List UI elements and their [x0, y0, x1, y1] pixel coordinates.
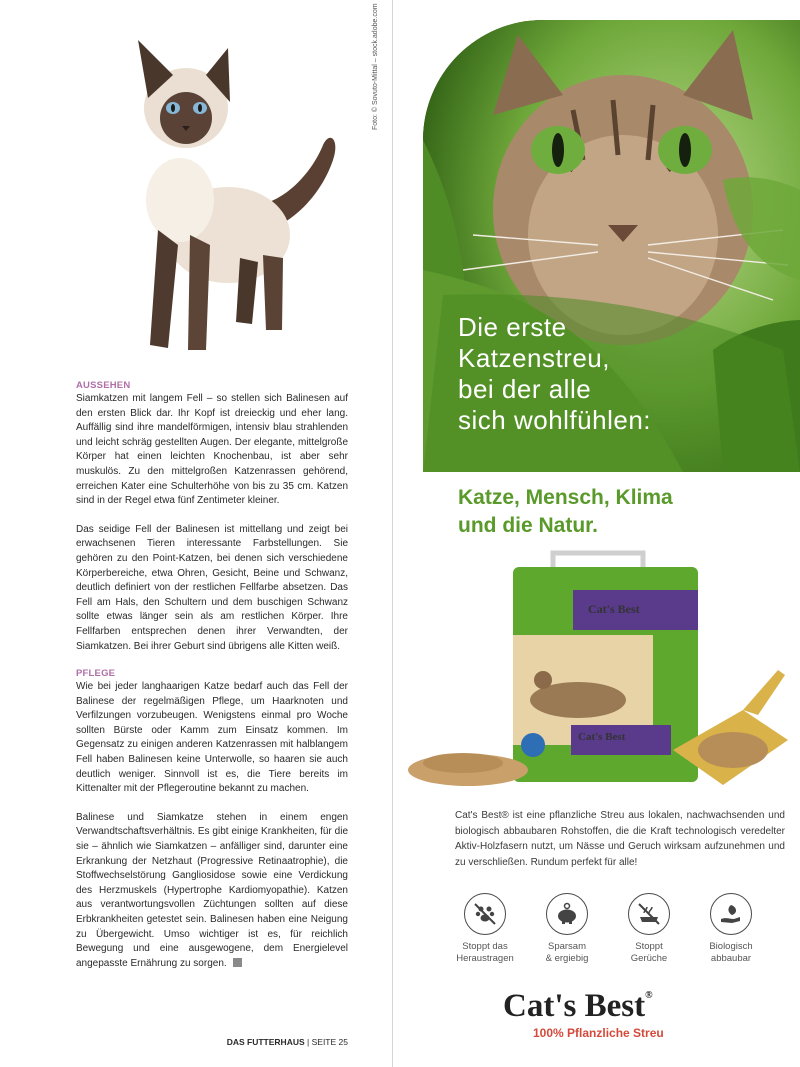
- section-heading-aussehen: AUSSEHEN: [76, 380, 131, 391]
- feature-label: [527, 941, 607, 965]
- product-visual: [403, 545, 800, 795]
- feature-stoppt-gerueche: [609, 893, 689, 965]
- paragraph-pflege-2: [76, 811, 348, 972]
- feature-icons-row: [445, 893, 785, 983]
- headline-line: bei der alle: [458, 374, 592, 404]
- end-of-article-mark: [233, 958, 242, 967]
- registered-mark: ®: [645, 990, 653, 1001]
- section-heading-pflege: PFLEGE: [76, 668, 116, 680]
- photo-credit: Foto: © Sovuto-Mittal – stock.adobe.com: [372, 3, 379, 130]
- ad-body-copy: Cat's Best® ist eine pflanzliche Streu aus lokalen, nachwachsenden und biologisch abbaubaren Rohstoffen, die die Kraft technologisch veredelter Aktiv-Holzfasern nutzt, um Nässe und Geruch wirksam aufzunehmen und zu verschließen. Rundum perfekt für alle!: [455, 810, 785, 868]
- feature-biologisch-abbaubar: [691, 893, 771, 965]
- article-column: [0, 0, 392, 1067]
- logo-text: Cat's Best: [503, 988, 646, 1024]
- product-bag-and-scoop-image: [403, 545, 800, 795]
- headline-line: Katzenstreu,: [458, 343, 610, 373]
- bag-brand-top: Cat's Best: [588, 602, 640, 616]
- article-body: [76, 380, 348, 985]
- litter-box-crossed-icon: [628, 893, 670, 935]
- paragraph-pflege-1: Wie bei jeder langhaarigen Katze bedarf auch das Fell der Balinese der regelmäßigen Pflege, um Haarknoten und Verfilzungen vorzubeugen. Wenigstens einmal pro Woche sollten Bürste oder Kamm zum Einsatz kommen. Im Gegensatz zu einigen anderen Katzenrassen mit halblangem Fell haben Balinesen keine Unterwolle, so haaren sie auch deutlich weniger. Sinnvoll ist es, die Tiere bereits im Kittenalter mit der Pflegeroutine bekannt zu machen.: [76, 681, 348, 795]
- paw-crossed-icon: [464, 893, 506, 935]
- feature-label-line: & ergiebig: [545, 953, 589, 964]
- feature-label-line: Heraustragen: [456, 953, 514, 964]
- feature-label: [609, 941, 689, 965]
- feature-label: [691, 941, 771, 965]
- paragraph-aussehen-1: Siamkatzen mit langem Fell – so stellen sich Balinesen auf den ersten Blick dar. Ihr Kopf ist dreieckig und eher lang. Auffällig sind ihre mandelförmigen, intensiv blau strahlenden und leicht schräg gestellten Augen. Der elegante, mittelgroße Körper hat einen leichten Knochenbau, ist aber sehr muskulös. Zu den mittelgroßen Katzenrassen gehörend, erreichen Kater eine Schulterhöhe von bis zu 35 cm. Katzen sind in der Regel etwa fünf Zentimeter kleiner.: [76, 393, 348, 507]
- feature-label-line: Stoppt: [635, 941, 663, 952]
- magazine-name: DAS FUTTERHAUS: [226, 1037, 305, 1047]
- feature-label-line: abbaubar: [710, 953, 752, 964]
- ad-headline: [458, 312, 788, 436]
- subhead-line: Katze, Mensch, Klima: [458, 486, 673, 509]
- leaf-hand-icon: [710, 893, 752, 935]
- bag-brand-bottom: Cat's Best: [578, 731, 626, 743]
- feature-label-line: Stoppt das: [462, 941, 508, 952]
- cats-best-logo: [503, 988, 763, 1025]
- brand-tagline: 100% Pflanzliche Streu: [533, 1026, 664, 1040]
- cats-best-advertisement: [393, 0, 800, 1067]
- balinese-kitten-image: [118, 30, 348, 365]
- subhead-line: und die Natur.: [458, 514, 599, 537]
- feature-label: [445, 941, 525, 965]
- feature-label-line: Gerüche: [630, 953, 668, 964]
- piggy-bank-icon: [546, 893, 588, 935]
- headline-line: sich wohlfühlen:: [458, 405, 651, 435]
- feature-label-line: Sparsam: [547, 941, 586, 952]
- feature-sparsam: [527, 893, 607, 965]
- page-number: SEITE 25: [311, 1037, 348, 1047]
- paragraph-aussehen-2: Das seidige Fell der Balinesen ist mittellang und zeigt bei erwachsenen Tieren interessante Farbstellungen. Sie gehören zu den Point-Katzen, bei denen sich verschiedene Körperbereiche, etwa Ohren, Gesicht, Beine und Schwanz, deutlich definiert von der restlichen Fellfarbe absetzen. Das Fell am Hals, den Schultern und dem buschigen Schwanz sollte etwas länger sein als am restlichen Körper. Ihre Fellfarben entsprechen denen ihrer Verwandten, der Siamkatzen. Bei ihrer Geburt sind übrigens alle Kitten weiß.: [76, 523, 348, 652]
- ad-subhead: [458, 484, 778, 540]
- footer-separator: |: [307, 1037, 310, 1047]
- ad-hero-image: [423, 20, 800, 472]
- page-footer: [0, 1037, 348, 1047]
- feature-label-line: Biologisch: [709, 941, 753, 952]
- feature-stoppt-heraustragen: [445, 893, 525, 965]
- paragraph-pflege-2-text: Balinese und Siamkatze stehen in einem engen Verwandtschaftsverhältnis. Es gibt einige Krankheiten, für die sie – ähnlich wie Siamkatzen – anfälliger sind, darunter eine Erkrankung der Netzhaut (Progressive Retinaatrophie), die Stoffwechselstörung Gangliosidose sowie eine Verdickung des Herzmuskels (Hypertrophe Kardiomyopathie). Katzen aus verantwortungsvollen Züchtungen sollten auf diese Erbkrankheiten getestet sein. Balinesen haben eine Neigung zu Übergewicht. Umso wichtiger ist es, für reichlich Bewegung und eine ausgewogene, dem Energielevel angepasste Ernährung zu sorgen.: [76, 811, 348, 969]
- headline-line: Die erste: [458, 312, 567, 342]
